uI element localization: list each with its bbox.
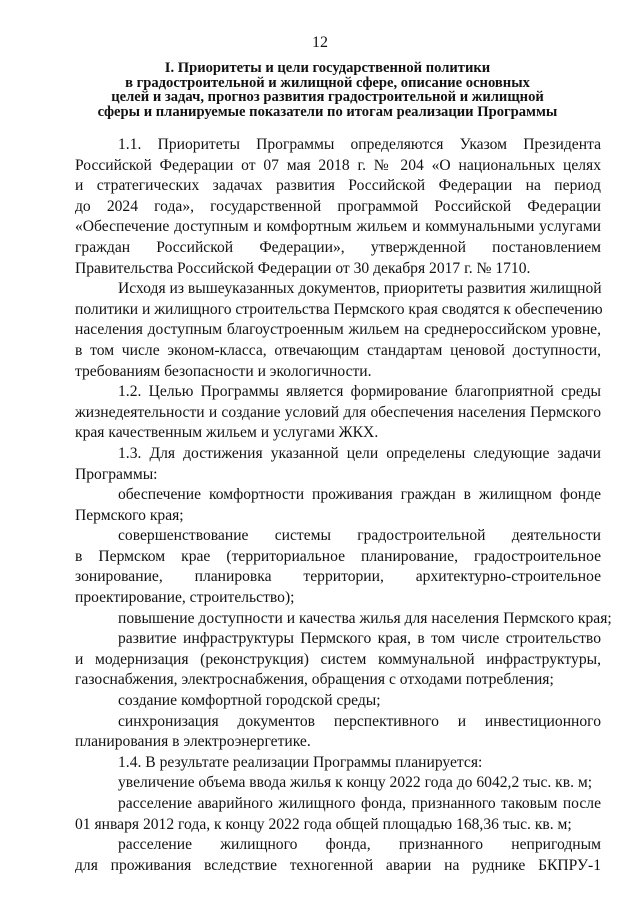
- paragraph-line: проектирование, строительство);: [75, 589, 295, 607]
- paragraph: [75, 773, 601, 794]
- paragraph-line: требованиям безопасности и экологичности.: [75, 362, 372, 380]
- paragraph-line: граждан Российской Федерации», утвержденной постановлением: [75, 238, 601, 256]
- paragraph-line: до 2024 года», государственной программой Российской Федерации: [75, 197, 601, 215]
- paragraph-line: расселение жилищного фонда, признанного непригодным: [118, 836, 601, 854]
- paragraph: [75, 629, 601, 691]
- paragraph-line: Правительства Российской Федерации от 30 декабря 2017 г. № 1710.: [75, 259, 531, 277]
- paragraph-line: в том числе эконом-класса, отвечающим стандартам ценовой доступности,: [75, 341, 601, 359]
- paragraph-line: «Обеспечение доступным и комфортным жильем и коммунальными услугами: [75, 218, 601, 236]
- paragraph-line: 1.3. Для достижения указанной цели определены следующие задачи: [118, 444, 601, 462]
- paragraph-line: обеспечение комфортности проживания граждан в жилищном фонде: [118, 486, 601, 504]
- paragraph-line: в Пермском крае (территориальное планирование, градостроительное: [75, 547, 601, 565]
- section-heading: [60, 61, 595, 119]
- paragraph-line: 1.4. В результате реализации Программы планируется:: [118, 753, 483, 771]
- paragraph: [75, 753, 601, 774]
- paragraph-line: края качественным жильем и услугами ЖКХ.: [75, 424, 379, 442]
- heading-line: I. Приоритеты и цели государственной политики: [164, 60, 491, 76]
- paragraph-line: зонирование, планировка территории, архитектурно-строительное: [75, 568, 601, 586]
- paragraph-line: увеличение объема ввода жилья к концу 2022 года до 6042,2 тыс. кв. м;: [118, 774, 593, 792]
- paragraph-line: расселение аварийного жилищного фонда, признанного таковым после: [118, 795, 601, 812]
- paragraph-line: для проживания вследствие техногенной аварии на руднике БКПРУ-1: [75, 856, 601, 874]
- paragraph-line: развитие инфраструктуры Пермского края, в том числе строительство: [118, 630, 601, 648]
- paragraph-line: и модернизация (реконструкция) систем коммунальной инфраструктуры,: [75, 650, 601, 668]
- heading-line: в градостроительной и жилищной сфере, описание основных: [125, 74, 530, 91]
- paragraph: [75, 526, 601, 608]
- paragraph-line: повышение доступности и качества жилья для населения Пермского края;: [118, 609, 612, 627]
- paragraph-line: и стратегических задачах развития Российской Федерации на период: [75, 177, 601, 195]
- paragraph-line: Программы:: [75, 465, 158, 483]
- paragraph: [75, 609, 612, 630]
- heading-line: целей и задач, прогноз развития градостроительной и жилищной: [111, 89, 544, 105]
- paragraph: [75, 485, 601, 526]
- paragraph: [75, 691, 601, 712]
- paragraph-line: политики и жилищного строительства Пермского края сводятся к обеспечению: [75, 300, 603, 318]
- paragraph-line: населения доступным благоустроенным жильем на среднероссийском уровне,: [75, 321, 601, 339]
- document-body: [75, 135, 612, 876]
- heading-line: сферы и планируемые показатели по итогам реализации Программы: [97, 103, 558, 120]
- paragraph: [75, 279, 601, 382]
- paragraph: [75, 444, 601, 485]
- paragraph: [75, 794, 601, 835]
- paragraph-line: 01 января 2012 года, к концу 2022 года общей площадью 168,36 тыс. кв. м;: [75, 815, 572, 833]
- paragraph-line: Пермского края;: [75, 506, 184, 524]
- paragraph-line: Исходя из вышеуказанных документов, приоритеты развития жилищной: [118, 280, 602, 298]
- paragraph-line: газоснабжения, электроснабжения, обращения с отходами потребления;: [75, 671, 554, 689]
- paragraph-line: синхронизация документов перспективного и инвестиционного: [118, 712, 601, 730]
- paragraph-line: совершенствование системы градостроительной деятельности: [118, 527, 601, 545]
- paragraph-line: планирования в электроэнергетике.: [75, 733, 311, 751]
- paragraph: [75, 835, 601, 876]
- paragraph: [75, 712, 601, 753]
- paragraph: [75, 135, 601, 279]
- paragraph-line: 1.2. Целью Программы является формирование благоприятной среды: [118, 383, 601, 401]
- paragraph-line: создание комфортной городской среды;: [118, 692, 381, 710]
- paragraph-line: Российской Федерации от 07 мая 2018 г. № 204 «О национальных целях: [75, 156, 601, 174]
- paragraph: [75, 382, 601, 444]
- paragraph-line: жизнедеятельности и создание условий для обеспечения населения Пермского: [75, 403, 601, 421]
- page-number: 12: [312, 34, 328, 51]
- paragraph-line: 1.1. Приоритеты Программы определяются Указом Президента: [118, 136, 601, 153]
